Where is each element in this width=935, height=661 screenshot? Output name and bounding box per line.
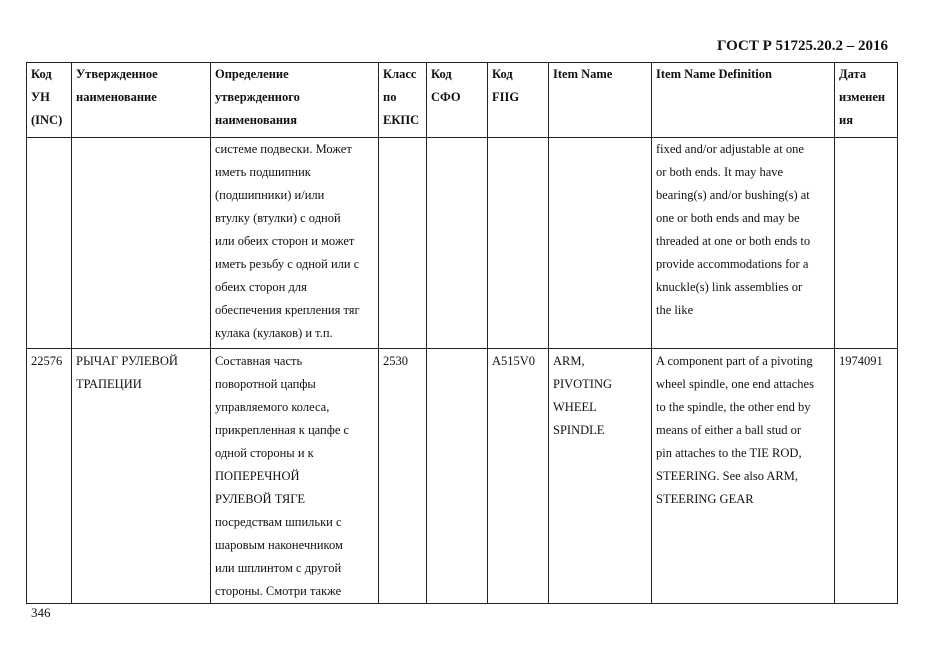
text-line: Код <box>492 67 513 81</box>
col-header-item-name <box>549 63 652 138</box>
text-line: STEERING. See also ARM, <box>656 469 799 483</box>
cell-change-date <box>835 138 898 349</box>
col-header-inc <box>27 63 72 138</box>
text-line: Составная часть <box>215 354 303 368</box>
text-line: иметь подшипник <box>215 165 311 179</box>
cell-sfo-code <box>427 138 488 349</box>
cell-item-name <box>549 138 652 349</box>
cell-approved-name <box>72 138 211 349</box>
text-line: утвержденного <box>215 90 300 104</box>
text-line: ия <box>839 113 853 127</box>
cell-approved-name <box>72 349 211 604</box>
col-header-sfo-code <box>427 63 488 138</box>
text-line: threaded at one or both ends to <box>656 234 811 248</box>
text-line: (INC) <box>31 113 63 127</box>
cell-inc: 22576 <box>27 349 72 604</box>
text-line: wheel spindle, one end attaches <box>656 377 814 391</box>
text-line: PIVOTING <box>553 377 613 391</box>
table-header-row <box>27 63 898 138</box>
text-line: прикрепленная к цапфе с <box>215 423 350 437</box>
text-line: наименование <box>76 90 157 104</box>
text-line: управляемого колеса, <box>215 400 330 414</box>
text-line: системе подвески. Может <box>215 142 352 156</box>
cell-class-ekps: 2530 <box>379 349 427 604</box>
text-line: по <box>383 90 397 104</box>
text-line: FIIG <box>492 90 520 104</box>
text-line: Утвержденное <box>76 67 158 81</box>
text-line: или шплинтом с другой <box>215 561 342 575</box>
col-header-item-name-definition <box>652 63 835 138</box>
cell-class-ekps <box>379 138 427 349</box>
text-line: Дата <box>839 67 867 81</box>
text-line: ARM, <box>553 354 585 368</box>
text-line: одной стороны и к <box>215 446 314 460</box>
text-line: Код <box>431 67 452 81</box>
text-line: ПОПЕРЕЧНОЙ <box>215 469 300 483</box>
col-header-class-ekps <box>379 63 427 138</box>
text-line: посредствам шпильки с <box>215 515 342 529</box>
text-line: SPINDLE <box>553 423 605 437</box>
col-header-change-date <box>835 63 898 138</box>
col-header-definition-ru <box>211 63 379 138</box>
text-line: УН <box>31 90 50 104</box>
cell-inc <box>27 138 72 349</box>
cell-change-date: 1974091 <box>835 349 898 604</box>
text-line: или обеих сторон и может <box>215 234 355 248</box>
text-line: РУЛЕВОЙ ТЯГЕ <box>215 492 306 506</box>
col-header-fiig-code <box>488 63 549 138</box>
text-line: Определение <box>215 67 289 81</box>
text-line: ТРАПЕЦИИ <box>76 377 142 391</box>
catalog-table <box>26 62 898 604</box>
text-line: STEERING GEAR <box>656 492 754 506</box>
cell-fiig-code: A515V0 <box>488 349 549 604</box>
col-header-approved-name <box>72 63 211 138</box>
text-line: Код <box>31 67 52 81</box>
text-line: ЕКПС <box>383 113 420 127</box>
text-line: наименования <box>215 113 298 127</box>
page-number: 346 <box>31 605 51 620</box>
text-line: Класс <box>383 67 417 81</box>
table-row-continuation <box>27 138 898 349</box>
text-line: изменен <box>839 90 886 104</box>
text-line: СФО <box>431 90 461 104</box>
text-line: Item Name <box>553 67 613 81</box>
text-line: WHEEL <box>553 400 597 414</box>
text-line: втулку (втулки) с одной <box>215 211 341 225</box>
text-line: provide accommodations for a <box>656 257 809 271</box>
cell-fiig-code <box>488 138 549 349</box>
cell-definition-ru <box>211 138 379 349</box>
cell-sfo-code <box>427 349 488 604</box>
text-line: обеспечения крепления тяг <box>215 303 360 317</box>
text-line: шаровым наконечником <box>215 538 343 552</box>
text-line: иметь резьбу с одной или с <box>215 257 360 271</box>
text-line: кулака (кулаков) и т.п. <box>215 326 333 340</box>
text-line: стороны. Смотри также <box>215 584 342 598</box>
table-row <box>27 349 898 604</box>
text-line: fixed and/or adjustable at one <box>656 142 804 156</box>
text-line: A component part of a pivoting <box>656 354 813 368</box>
text-line: or both ends. It may have <box>656 165 784 179</box>
cell-item-name <box>549 349 652 604</box>
text-line: means of either a ball stud or <box>656 423 802 437</box>
text-line: (подшипники) и/или <box>215 188 325 202</box>
cell-definition-en <box>652 138 835 349</box>
standard-designation: ГОСТ Р 51725.20.2 – 2016 <box>716 38 888 54</box>
text-line: Item Name Definition <box>656 67 772 81</box>
text-line: the like <box>656 303 694 317</box>
text-line: bearing(s) and/or bushing(s) at <box>656 188 810 202</box>
cell-definition-ru <box>211 349 379 604</box>
text-line: knuckle(s) link assemblies or <box>656 280 803 294</box>
text-line: pin attaches to the TIE ROD, <box>656 446 802 460</box>
text-line: обеих сторон для <box>215 280 307 294</box>
text-line: РЫЧАГ РУЛЕВОЙ <box>76 354 178 368</box>
cell-definition-en <box>652 349 835 604</box>
text-line: one or both ends and may be <box>656 211 800 225</box>
text-line: поворотной цапфы <box>215 377 316 391</box>
text-line: to the spindle, the other end by <box>656 400 811 414</box>
